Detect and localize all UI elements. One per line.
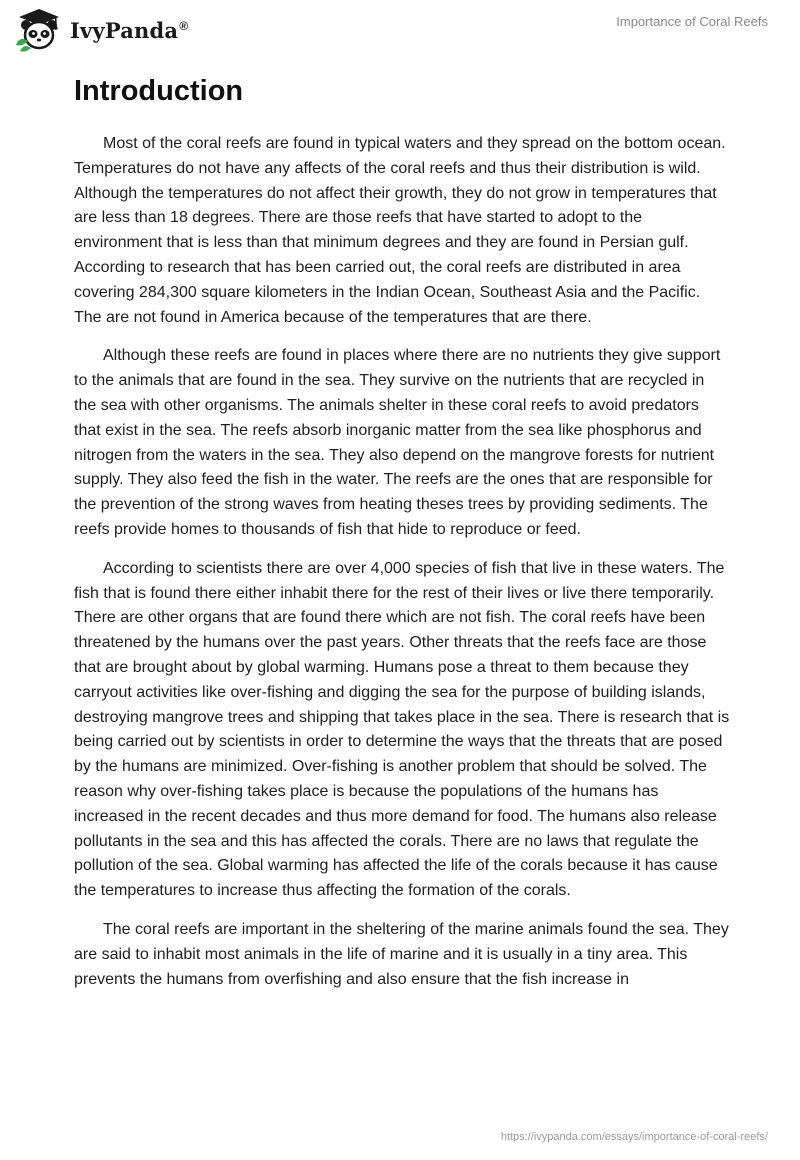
page-header [0, 0, 800, 60]
source-url[interactable]: https://ivypanda.com/essays/importance-of-coral-reefs/ [500, 1131, 768, 1143]
paragraph: Although these reefs are found in places where there are no nutrients they give support to the animals that are found in the sea. They survive on the nutrients that are recycled in the sea with other organisms. The animals shelter in these coral reefs to avoid predators that exist in the sea. The reefs absorb inorganic matter from the sea like phosphorus and nitrogen from the waters in the sea. They also depend on the mangrove forests for nutrient supply. They also feed the fish in the water. The reefs are the ones that are responsible for the prevention of the strong waves from heating theses trees by providing sediments. The reefs provide homes to thousands of fish that hide to reproduce or feed. [74, 347, 721, 538]
panda-graduate-logo-icon [14, 7, 64, 53]
logo-text: IvyPanda® [70, 17, 189, 43]
ivypanda-logo[interactable] [14, 8, 188, 52]
essay-body [74, 72, 730, 1006]
paragraph: According to scientists there are over 4,000 species of fish that live in these waters. The fish that is found there either inhabit there for the rest of their lives or live there temporarily. There are other organs that are found there which are not fish. The coral reefs have been threatened by the humans over the past years. Other threats that the reefs face are those that are brought about by global warming. Humans pose a threat to them because they carryout activities like over-fishing and digging the sea for the purpose of building islands, destroying mangrove trees and shipping that takes place in the sea. There is research that is being carried out by scientists in order to determine the ways that the threats that are posed by the humans are minimized. Over-fishing is another problem that should be solved. The reason why over-fishing takes place is because the populations of the humans has increased in the recent decades and thus more demand for food. The humans also release pollutants in the sea and this has affected the corals. There are no laws that regulate the pollution of the sea. Global warming has affected the life of the corals because it has cause the temperatures to increase thus affecting the formation of the corals. [74, 559, 730, 900]
paragraph: The coral reefs are important in the sheltering of the marine animals found the sea. They are said to inhabit most animals in the life of marine and it is usually in a tiny area. This prevents the humans from overfishing and also ensure that the fish increase in [74, 920, 729, 988]
paragraph: Most of the coral reefs are found in typical waters and they spread on the bottom ocean. Temperatures do not have any affects of the coral reefs and thus their distribution is wild. Although the temperatures do not affect their growth, they do not grow in temperatures that are less than 18 degrees. There are those reefs that have started to adopt to the environment that is less than that minimum degrees and they are found in Persian gulf. According to research that has been carried out, the coral reefs are distributed in area covering 284,300 square kilometers in the Indian Ocean, Southeast Asia and the Pacific. The are not found in America because of the temperatures that are there. [74, 135, 726, 326]
document-title: Importance of Coral Reefs [616, 14, 768, 29]
section-heading: Introduction [74, 75, 244, 107]
